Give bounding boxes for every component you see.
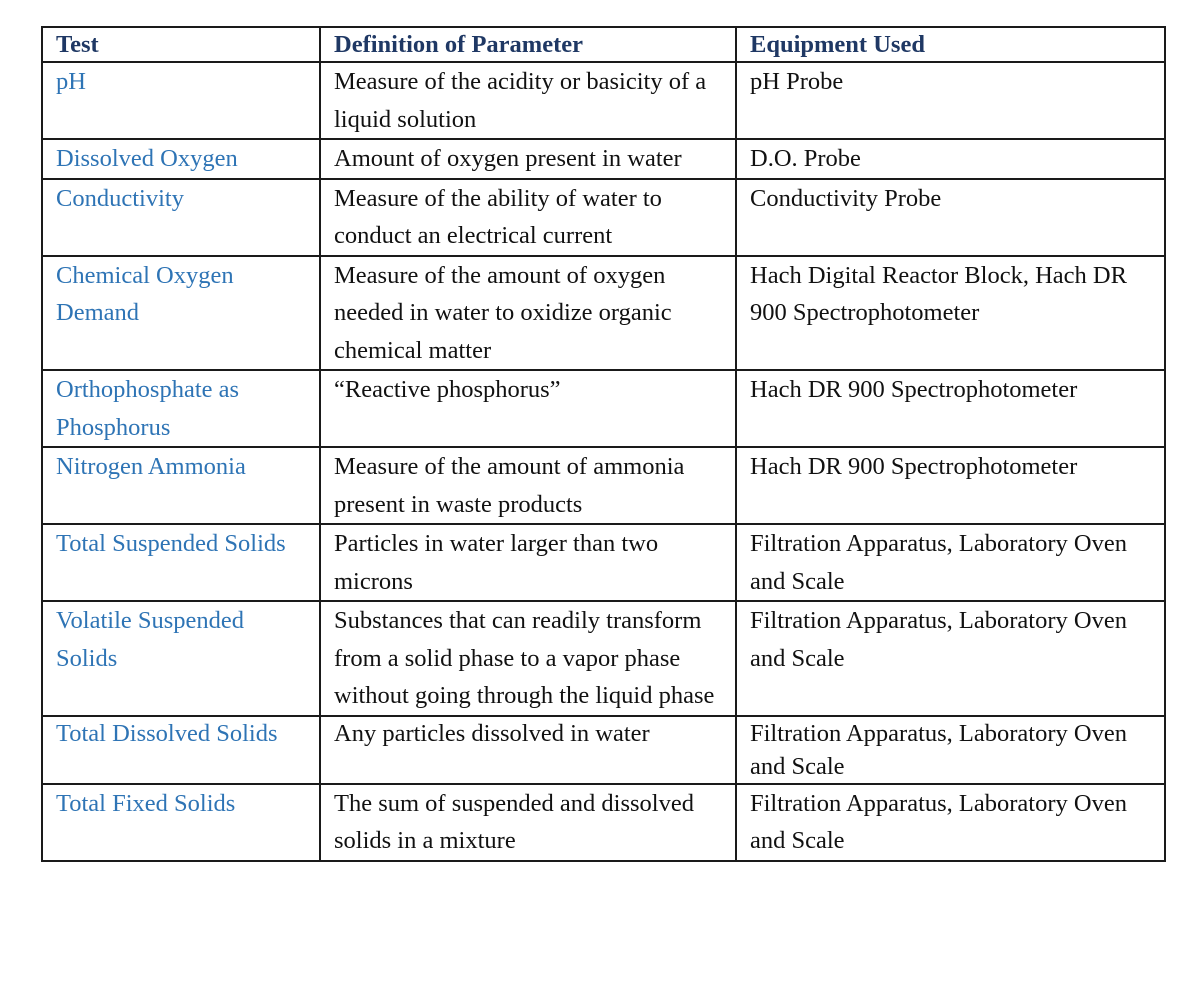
test-name: pH — [42, 62, 320, 139]
table-row — [42, 139, 1165, 179]
equipment: Hach DR 900 Spectrophotometer — [736, 370, 1165, 447]
table-row — [42, 447, 1165, 524]
equipment: Filtration Apparatus, Laboratory Oven and Scale — [736, 784, 1165, 861]
parameters-table — [41, 26, 1166, 862]
equipment: Hach DR 900 Spectrophotometer — [736, 447, 1165, 524]
test-name: Conductivity — [42, 179, 320, 256]
test-name: Total Dissolved Solids — [42, 716, 320, 784]
test-name: Orthophosphate as Phosphorus — [42, 370, 320, 447]
table-row — [42, 524, 1165, 601]
definition: The sum of suspended and dissolved solids in a mixture — [320, 784, 736, 861]
definition: Measure of the amount of ammonia present in waste products — [320, 447, 736, 524]
header-equipment: Equipment Used — [736, 27, 1165, 62]
equipment: Filtration Apparatus, Laboratory Oven and Scale — [736, 716, 1165, 784]
definition: Substances that can readily transform from a solid phase to a vapor phase without going through the liquid phase — [320, 601, 736, 716]
definition: Measure of the ability of water to conduct an electrical current — [320, 179, 736, 256]
equipment: pH Probe — [736, 62, 1165, 139]
definition: Measure of the amount of oxygen needed in water to oxidize organic chemical matter — [320, 256, 736, 371]
table-row — [42, 62, 1165, 139]
header-definition: Definition of Parameter — [320, 27, 736, 62]
definition: Particles in water larger than two microns — [320, 524, 736, 601]
table-row — [42, 716, 1165, 784]
equipment: Filtration Apparatus, Laboratory Oven and Scale — [736, 601, 1165, 716]
definition: Any particles dissolved in water — [320, 716, 736, 784]
definition: Measure of the acidity or basicity of a liquid solution — [320, 62, 736, 139]
table-row — [42, 370, 1165, 447]
table-row — [42, 784, 1165, 861]
header-row — [42, 27, 1165, 62]
table-row — [42, 601, 1165, 716]
equipment: Hach Digital Reactor Block, Hach DR 900 Spectrophotometer — [736, 256, 1165, 371]
test-name: Nitrogen Ammonia — [42, 447, 320, 524]
table-row — [42, 179, 1165, 256]
test-name: Chemical Oxygen Demand — [42, 256, 320, 371]
table-row — [42, 256, 1165, 371]
definition: “Reactive phosphorus” — [320, 370, 736, 447]
definition: Amount of oxygen present in water — [320, 139, 736, 179]
test-name: Dissolved Oxygen — [42, 139, 320, 179]
test-name: Total Suspended Solids — [42, 524, 320, 601]
test-name: Volatile Suspended Solids — [42, 601, 320, 716]
header-test: Test — [42, 27, 320, 62]
equipment: D.O. Probe — [736, 139, 1165, 179]
test-name: Total Fixed Solids — [42, 784, 320, 861]
equipment: Filtration Apparatus, Laboratory Oven and Scale — [736, 524, 1165, 601]
equipment: Conductivity Probe — [736, 179, 1165, 256]
